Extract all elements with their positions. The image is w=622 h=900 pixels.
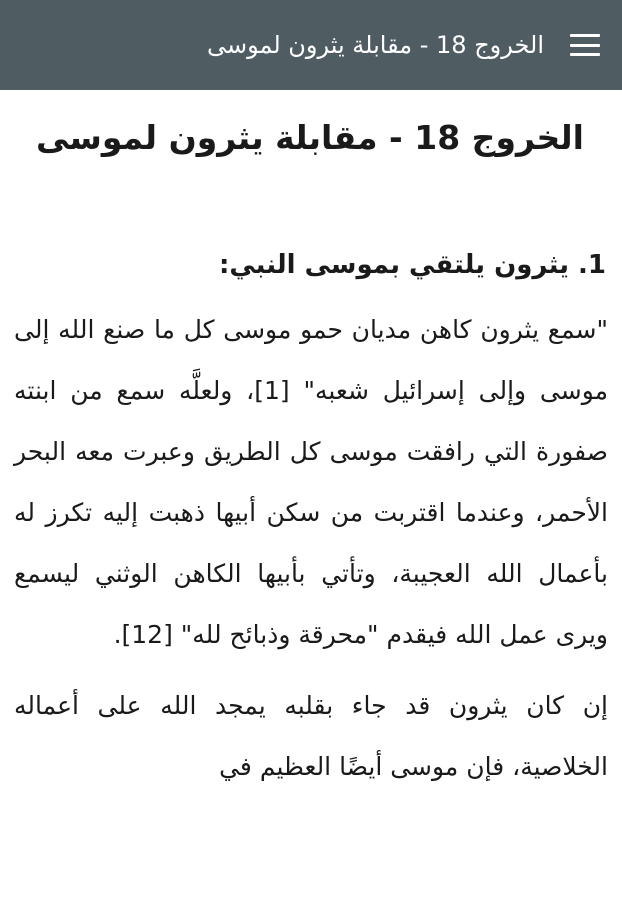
- app-bar: [0, 0, 622, 90]
- article-content[interactable]: [0, 90, 622, 900]
- app-bar-title: الخروج 18 - مقابلة يثرون لموسى: [206, 31, 544, 59]
- hamburger-menu-icon[interactable]: [570, 34, 600, 56]
- article-paragraph: إن كان يثرون قد جاء بقلبه يمجد الله على أعماله الخلاصية، فإن موسى أيضًا العظيم في: [14, 690, 608, 781]
- article-paragraph: "سمع يثرون كاهن مديان حمو موسى كل ما صنع الله إلى موسى وإلى إسرائيل شعبه" [1]، ولعلَّه سمع من ابنته صفورة التي رافقت موسى كل الطريق وعبرت معه البحر الأحمر، وعندما اقتربت من سكن أبيها ذهبت إليه تكرز له بأعمال الله العجيبة، وتأتي بأبيها الكاهن الوثني ليسمع ويرى عمل الله فيقدم "محرقة وذبائح لله" [12].: [14, 314, 608, 649]
- section-heading: 1. يثرون يلتقي بموسى النبي:: [218, 249, 606, 280]
- page-title: الخروج 18 - مقابلة يثرون لموسى: [36, 118, 584, 157]
